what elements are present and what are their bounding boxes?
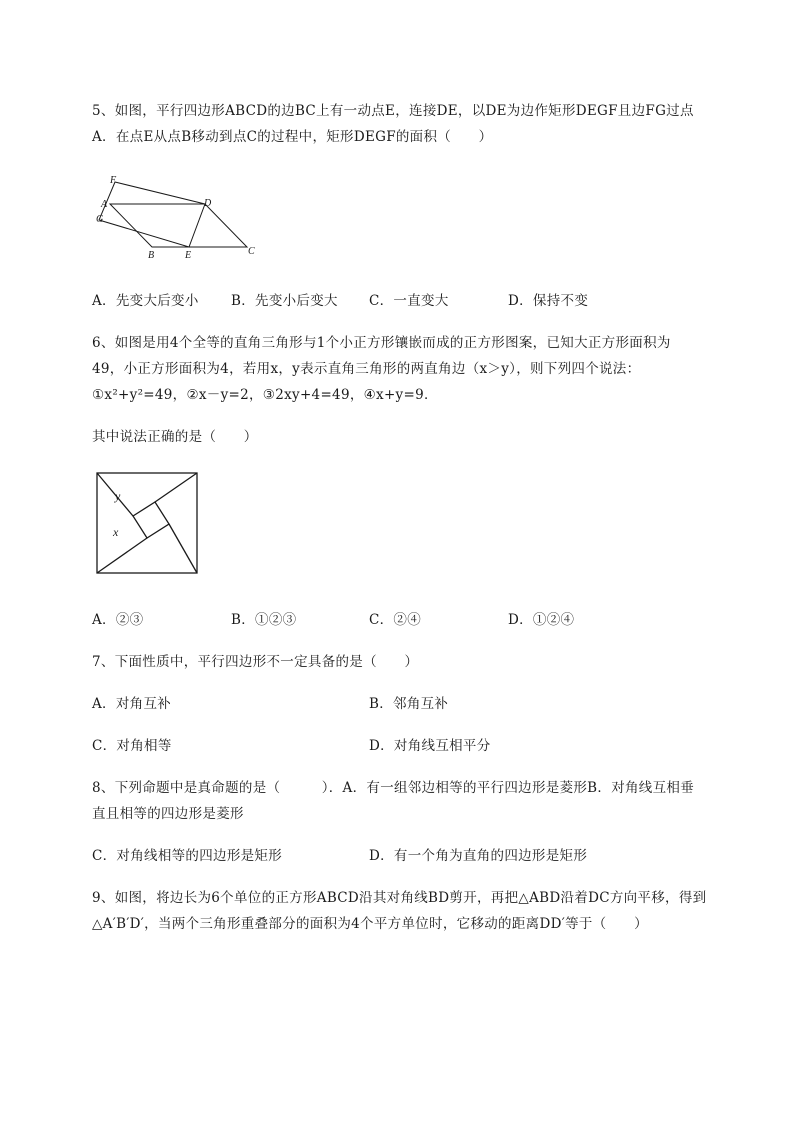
- label-A: A: [101, 199, 108, 210]
- q9-text-line-1: 9、如图，将边长为6个单位的正方形ABCD沿其对角线BD剪开，再把△ABD沿着DC方向平移，得到: [92, 890, 707, 906]
- q5-option-d: D．保持不变: [508, 293, 589, 309]
- q8-text-line-1: 8、下列命题中是真命题的是（ ）．A．有一组邻边相等的平行四边形是菱形B．对角线互相垂: [92, 780, 695, 796]
- inner-square: [133, 502, 169, 538]
- q5-parallelogram-figure: [92, 170, 262, 262]
- label-y: y: [115, 489, 121, 503]
- q8-option-d: D．有一个角为直角的四边形是矩形: [369, 848, 588, 864]
- label-E: E: [185, 250, 192, 261]
- q5-text-line-2: A．在点E从点B移动到点C的过程中，矩形DEGF的面积（ ）: [92, 129, 493, 145]
- q6-text-line-3: ①x²+y²=49，②x－y=2，③2xy+4=49，④x+y=9．: [92, 387, 438, 403]
- q5-option-c: C．一直变大: [369, 293, 449, 309]
- label-B: B: [148, 250, 155, 261]
- q6-pinwheel-square-figure: [96, 472, 200, 576]
- q5-option-a: A．先变大后变小: [92, 293, 199, 309]
- q9-text-line-2: △A′B′D′，当两个三角形重叠部分的面积为4个平方单位时，它移动的距离DD′等于（ ）: [92, 916, 648, 932]
- q7-option-b: B．邻角互补: [369, 696, 449, 712]
- outer-square: [97, 473, 197, 573]
- parallelogram-abcd: [110, 204, 247, 247]
- label-x: x: [113, 525, 119, 539]
- q6-option-a: A．②③: [92, 612, 144, 628]
- q5-text-line-1: 5、如图，平行四边形ABCD的边BC上有一动点E，连接DE，以DE为边作矩形DEGF且边FG过点: [92, 103, 694, 119]
- q6-text-line-1: 6、如图是用4个全等的直角三角形与1个小正方形镶嵌而成的正方形图案，已知大正方形面积为: [92, 335, 671, 351]
- q6-option-c: C．②④: [369, 612, 422, 628]
- label-F: F: [110, 175, 117, 186]
- q6-option-b: B．①②③: [231, 612, 297, 628]
- rectangle-degf: [99, 182, 205, 247]
- q7-text-line-1: 7、下面性质中，平行四边形不一定具备的是（ ）: [92, 654, 419, 670]
- q8-option-c: C．对角线相等的四边形是矩形: [92, 848, 283, 864]
- q7-option-c: C．对角相等: [92, 738, 172, 754]
- q6-text-line-2: 49，小正方形面积为4，若用x，y表示直角三角形的两直角边（x＞y），则下列四个说法：: [92, 361, 641, 377]
- label-C: C: [248, 246, 255, 257]
- label-G: G: [96, 214, 104, 225]
- q7-option-a: A．对角互补: [92, 696, 172, 712]
- q6-option-d: D．①②④: [508, 612, 575, 628]
- q8-text-line-2: 直且相等的四边形是菱形: [92, 806, 244, 822]
- q6-text-line-4: 其中说法正确的是（ ）: [92, 429, 258, 445]
- label-D: D: [204, 198, 212, 209]
- q7-option-d: D．对角线互相平分: [369, 738, 491, 754]
- q5-option-b: B．先变小后变大: [231, 293, 338, 309]
